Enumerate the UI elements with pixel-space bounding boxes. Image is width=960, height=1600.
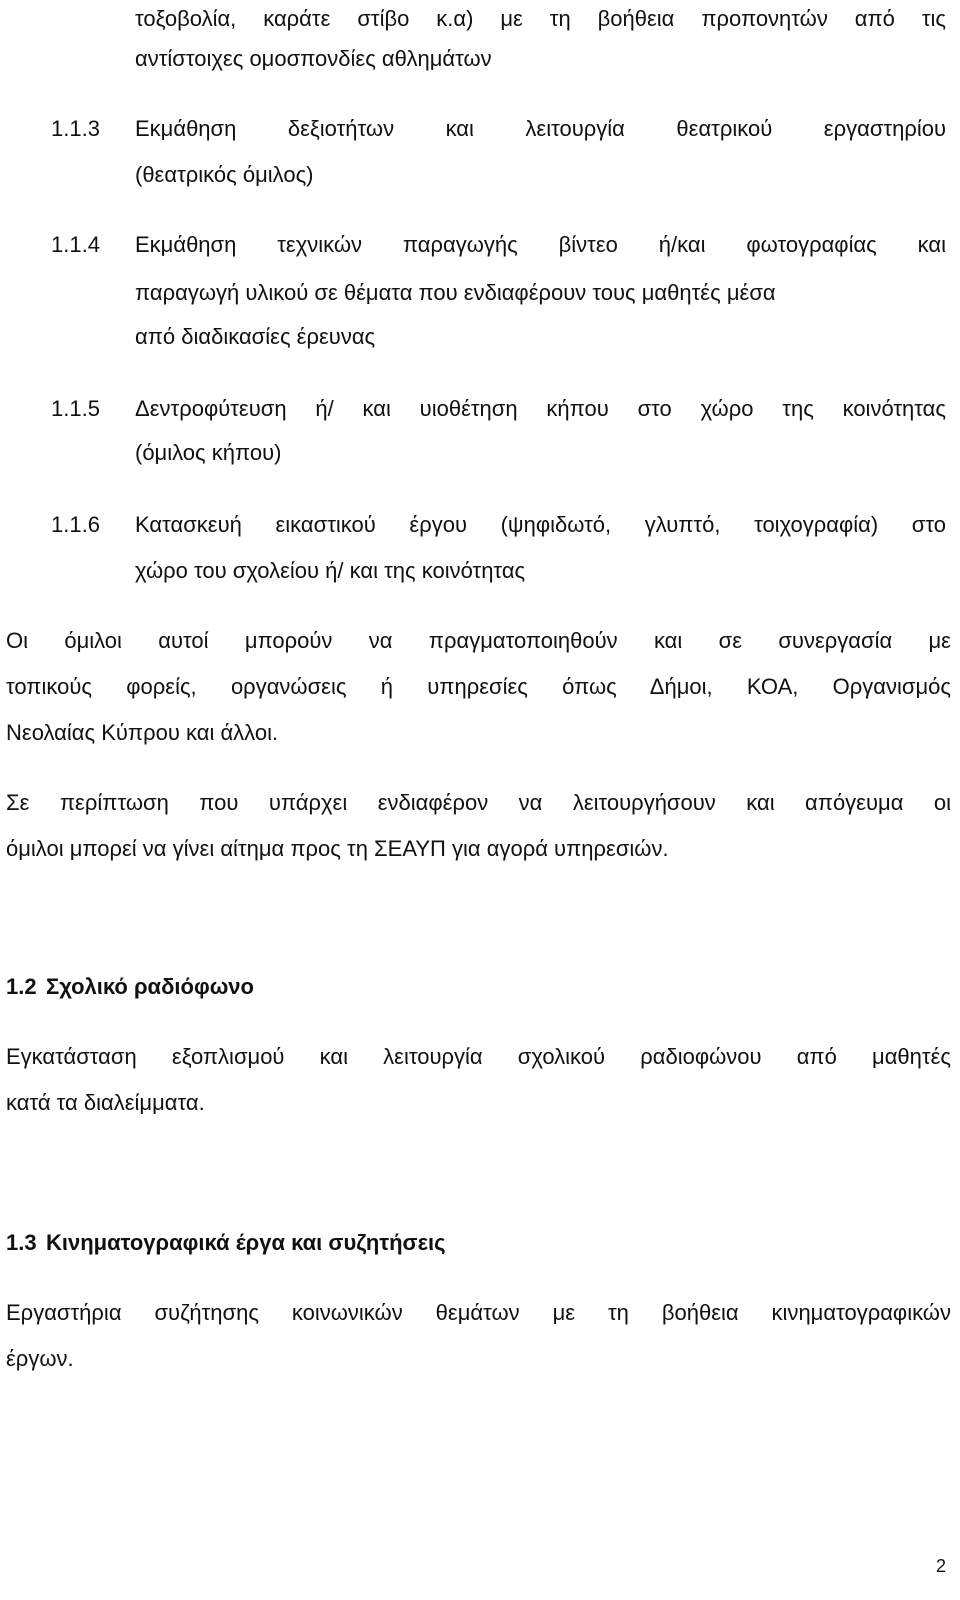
section-text-line: έργων. (6, 1346, 74, 1371)
item-text-line: (θεατρικός όμιλος) (135, 162, 314, 187)
paragraph-line: Σε περίπτωση που υπάρχει ενδιαφέρον να λειτουργήσουν και απόγευμα οι (6, 790, 951, 815)
paragraph-line: Οι όμιλοι αυτοί μπορούν να πραγματοποιηθούν και σε συνεργασία με (6, 628, 951, 653)
section-title: Κινηματογραφικά έργα και συζητήσεις (46, 1230, 446, 1255)
item-number: 1.1.6 (51, 512, 100, 537)
item-continuation-line-2: αντίστοιχες ομοσπονδίες αθλημάτων (135, 46, 492, 71)
section-text-line: Εγκατάσταση εξοπλισμού και λειτουργία σχολικού ραδιοφώνου από μαθητές (6, 1044, 951, 1069)
paragraph-line: Νεολαίας Κύπρου και άλλοι. (6, 720, 279, 745)
section-text-line: Εργαστήρια συζήτησης κοινωνικών θεμάτων με τη βοήθεια κινηματογραφικών (6, 1300, 951, 1325)
paragraph-line: τοπικούς φορείς, οργανώσεις ή υπηρεσίες όπως Δήμοι, ΚΟΑ, Οργανισμός (6, 674, 951, 699)
item-text-line: Δεντροφύτευση ή/ και υιοθέτηση κήπου στο χώρο της κοινότητας (135, 396, 946, 421)
item-text-line: (όμιλος κήπου) (135, 440, 282, 465)
item-text-line: χώρο του σχολείου ή/ και της κοινότητας (135, 558, 526, 583)
item-text-line: παραγωγή υλικού σε θέματα που ενδιαφέρουν τους μαθητές μέσα (135, 280, 776, 305)
item-text-line: Εκμάθηση τεχνικών παραγωγής βίντεο ή/και φωτογραφίας και (135, 232, 946, 257)
item-text-line: από διαδικασίες έρευνας (135, 324, 376, 349)
page-number: 2 (936, 1556, 947, 1576)
section-text-line: κατά τα διαλείμματα. (6, 1090, 205, 1115)
section-number: 1.2 (6, 974, 37, 999)
paragraph-line: όμιλοι μπορεί να γίνει αίτημα προς τη ΣΕΑΥΠ για αγορά υπηρεσιών. (6, 836, 669, 861)
section-number: 1.3 (6, 1230, 37, 1255)
item-continuation-line-1: τοξοβολία, καράτε στίβο κ.α) με τη βοήθεια προπονητών από τις (135, 6, 946, 31)
item-text-line: Εκμάθηση δεξιοτήτων και λειτουργία θεατρικού εργαστηρίου (135, 116, 946, 141)
section-title: Σχολικό ραδιόφωνο (46, 974, 254, 999)
item-number: 1.1.3 (51, 116, 100, 141)
item-number: 1.1.4 (51, 232, 100, 257)
item-text-line: Κατασκευή εικαστικού έργου (ψηφιδωτό, γλυπτό, τοιχογραφία) στο (135, 512, 946, 537)
item-number: 1.1.5 (51, 396, 100, 421)
